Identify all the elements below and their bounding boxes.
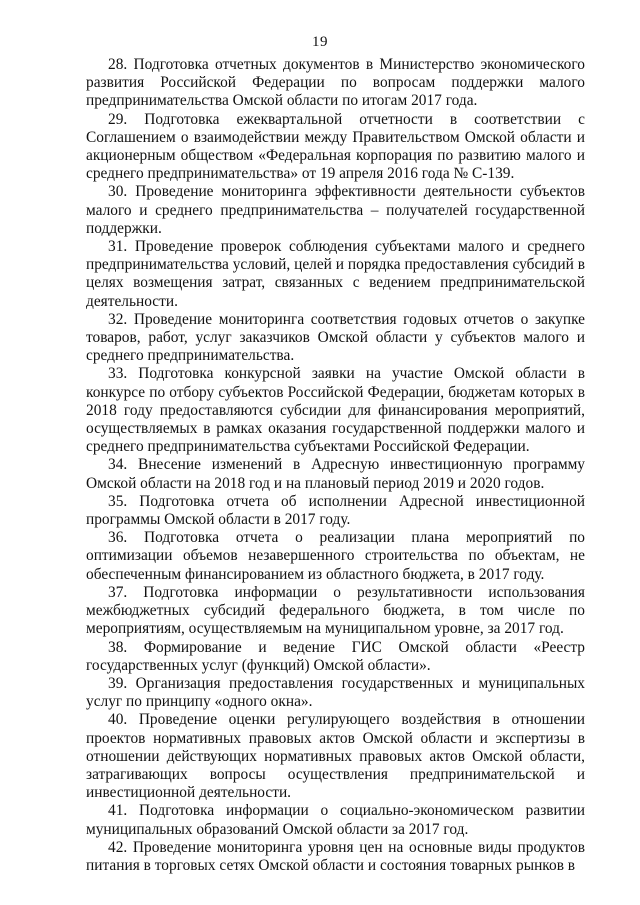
list-item: 33. Подготовка конкурсной заявки на участие Омской области в конкурсе по отбору субъектов Российской Федерации, бюджетам которых в 2018 году предоставляются субсидии для финансирования мероприятий, осуществляемых в рамках оказания государственной поддержки малого и среднего предпринимательства субъектами Российской Федерации. [86, 365, 585, 456]
list-item: 29. Подготовка ежеквартальной отчетности в соответствии с Соглашением о взаимодействии между Правительством Омской области и акционерным обществом «Федеральная корпорация по развитию малого и среднего предпринимательства» от 19 апреля 2016 года № С-139. [86, 110, 585, 183]
list-item: 34. Внесение изменений в Адресную инвестиционную программу Омской области на 2018 год и на плановый период 2019 и 2020 годов. [86, 456, 585, 492]
list-item: 40. Проведение оценки регулирующего воздействия в отношении проектов нормативных правовых актов Омской области и экспертизы в отношении действующих нормативных правовых актов Омской области, затрагивающих вопросы осуществления предпринимательской и инвестиционной деятельности. [86, 711, 585, 802]
list-item: 37. Подготовка информации о результативности использования межбюджетных субсидий федерального бюджета, в том числе по мероприятиям, осуществляемым на муниципальном уровне, за 2017 год. [86, 583, 585, 638]
list-item: 31. Проведение проверок соблюдения субъектами малого и среднего предпринимательства условий, целей и порядка предоставления субсидий в целях возмещения затрат, связанных с ведением предпринимательской деятельности. [86, 238, 585, 310]
list-item: 38. Формирование и ведение ГИС Омской области «Реестр государственных услуг (функций) Омской области». [86, 638, 585, 674]
list-item: 42. Проведение мониторинга уровня цен на основные виды продуктов питания в торговых сетях Омской области и состояния товарных рынков в [86, 838, 585, 874]
list-item: 36. Подготовка отчета о реализации плана мероприятий по оптимизации объемов незавершенного строительства по объектам, не обеспеченным финансированием из областного бюджета, в 2017 году. [86, 529, 585, 583]
item-list [86, 56, 585, 875]
list-item: 35. Подготовка отчета об исполнении Адресной инвестиционной программы Омской области в 2017 году. [86, 492, 585, 529]
page-number: 19 [312, 34, 328, 50]
list-item: 41. Подготовка информации о социально-экономическом развитии муниципальных образований Омской области за 2017 год. [86, 802, 585, 838]
list-item: 28. Подготовка отчетных документов в Министерство экономического развития Российской Федерации по вопросам поддержки малого предпринимательства Омской области по итогам 2017 года. [86, 56, 585, 110]
list-item: 32. Проведение мониторинга соответствия годовых отчетов о закупке товаров, работ, услуг заказчиков Омской области у субъектов малого и среднего предпринимательства. [86, 310, 585, 365]
list-item: 30. Проведение мониторинга эффективности деятельности субъектов малого и среднего предпринимательства – получателей государственной поддержки. [86, 183, 585, 237]
list-item: 39. Организация предоставления государственных и муниципальных услуг по принципу «одного окна». [86, 674, 585, 711]
